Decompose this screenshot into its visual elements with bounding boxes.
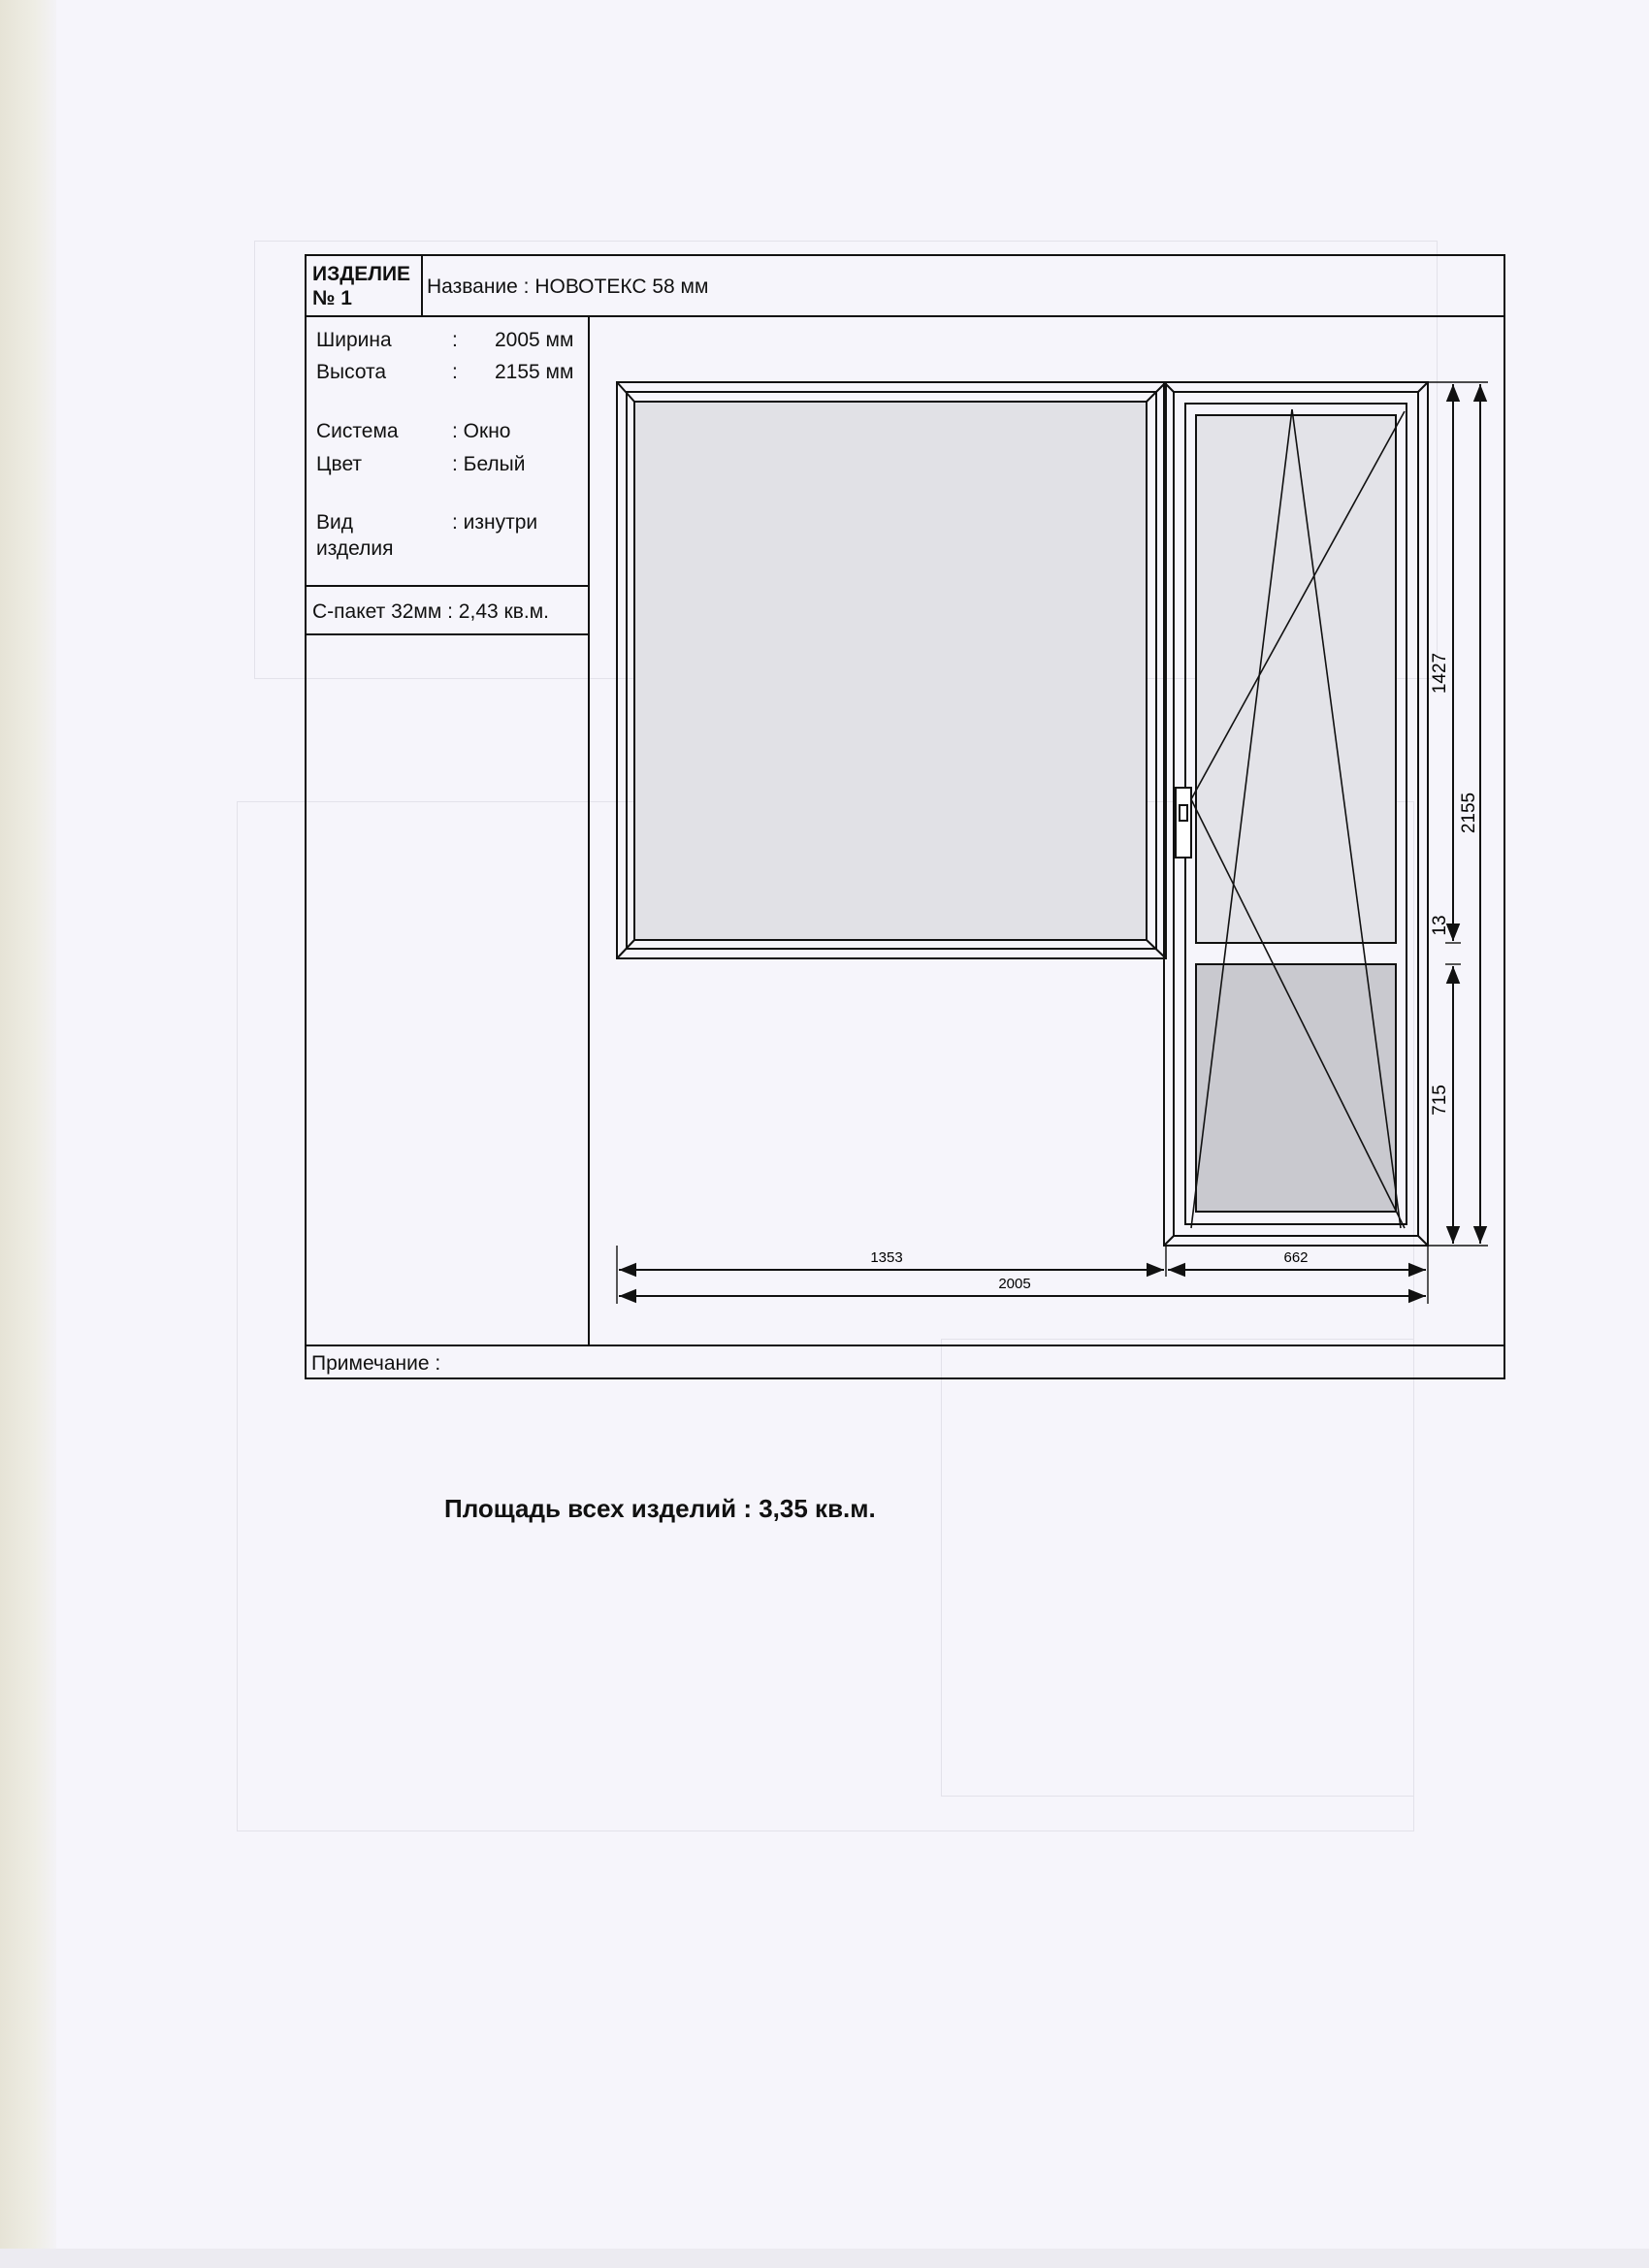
dim-window-width: 1353: [870, 1249, 903, 1266]
paper-edge: [0, 0, 56, 2268]
view-label-line2: изделия: [316, 537, 394, 560]
system-value: : Окно: [452, 420, 511, 442]
height-value: 2155 мм: [495, 361, 574, 383]
system-label: Система: [316, 420, 399, 442]
total-area: Площадь всех изделий : 3,35 кв.м.: [444, 1494, 876, 1523]
dim-upper-glass: 1427: [1430, 652, 1450, 695]
product-number: № 1: [312, 287, 352, 309]
view-label: Вид: [316, 511, 353, 534]
height-separator: :: [452, 361, 458, 383]
glass-unit-area: С-пакет 32мм : 2,43 кв.м.: [312, 600, 549, 623]
height-label: Высота: [316, 361, 387, 383]
fixed-window: [617, 382, 1166, 958]
window-drawing: [307, 256, 1505, 1381]
note-label: Примечание :: [311, 1352, 441, 1375]
product-form: [305, 254, 1505, 1379]
dim-door-width: 662: [1283, 1249, 1309, 1266]
dim-lower-panel: 715: [1430, 1085, 1450, 1116]
bleed-through-frame: [941, 1339, 1414, 1797]
dim-total-height: 2155: [1459, 792, 1479, 834]
color-label: Цвет: [316, 453, 363, 475]
dim-total-width: 2005: [998, 1276, 1031, 1292]
width-value: 2005 мм: [495, 329, 574, 351]
width-separator: :: [452, 329, 458, 351]
dim-transom: 13: [1430, 915, 1450, 936]
product-name: Название : НОВОТЕКС 58 мм: [427, 275, 709, 298]
width-label: Ширина: [316, 329, 392, 351]
color-value: : Белый: [452, 453, 526, 475]
view-value: : изнутри: [452, 511, 538, 534]
balcony-door: [1164, 382, 1428, 1246]
page-bottom-shade: [0, 2249, 1649, 2268]
product-label: ИЗДЕЛИЕ: [312, 263, 411, 285]
